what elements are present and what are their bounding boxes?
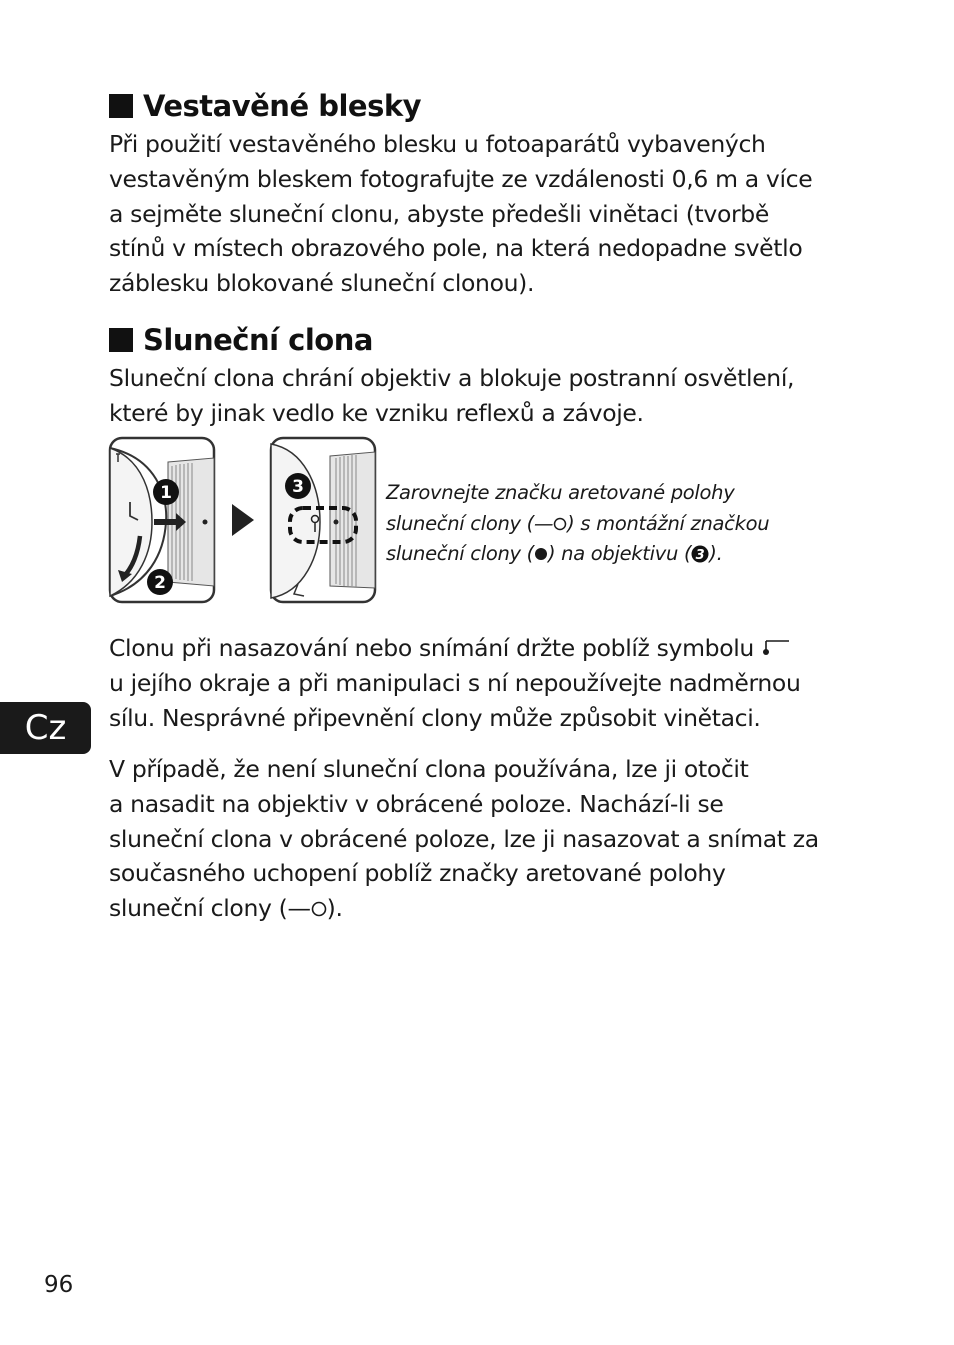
- text-line: sílu. Nesprávné připevnění clony může způsobit vinětaci.: [109, 703, 761, 732]
- caption-text: ) na objektivu (: [547, 542, 692, 565]
- lens-hood-symbol-icon: [758, 636, 790, 658]
- figure-panel-aligned: [271, 438, 375, 602]
- step-number-icon: [691, 545, 709, 563]
- caption-text: sluneční clony (—: [386, 511, 554, 535]
- step-number-icon: [153, 479, 179, 505]
- paragraph-lens-hood: [109, 361, 794, 431]
- text-line: V případě, že není sluneční clona používána, lze ji otočit: [109, 755, 749, 783]
- next-step-arrow-icon: [232, 504, 254, 536]
- caption-text: ).: [709, 542, 723, 565]
- hood-mark-icon: [311, 901, 327, 917]
- text-line: Sluneční clona chrání objektiv a blokuje postranní osvětlení,: [109, 364, 795, 392]
- caption-line: [386, 539, 769, 570]
- step-number-icon: [147, 569, 173, 595]
- text-line: Při použití vestavěného blesku u fotoaparátů vybavených: [109, 130, 766, 158]
- filled-dot-icon: [534, 547, 548, 561]
- language-tab: Cz: [0, 702, 91, 754]
- text-line: stínů v místech obrazového pole, na která nedopadne světlo: [109, 234, 803, 263]
- heading-builtin-flash: [109, 88, 421, 124]
- heading-lens-hood: [109, 322, 373, 358]
- text-line: sluneční clona v obrácené poloze, lze ji nasazovat a snímat za: [109, 824, 819, 853]
- svg-text:3: 3: [292, 477, 304, 497]
- svg-text:1: 1: [160, 483, 172, 503]
- text-fragment: ).: [326, 894, 343, 923]
- text-line: vestavěným bleskem fotografujte ze vzdálenosti 0,6 m a více: [109, 164, 813, 193]
- figure-panel-attach: [110, 438, 214, 602]
- text-line: a sejměte sluneční clonu, abyste předešli vinětaci (tvorbě: [109, 199, 769, 228]
- text-line: [109, 631, 801, 666]
- text-line: současného uchopení poblíž značky aretované polohy: [109, 859, 726, 888]
- figure-caption: [386, 478, 769, 570]
- heading-square-icon: [109, 94, 133, 118]
- heading-square-icon: [109, 328, 133, 352]
- step-number-icon: [285, 473, 311, 499]
- text-line: které by jinak vedlo ke vzniku reflexů a závoje.: [109, 398, 644, 427]
- text-line: u jejího okraje a při manipulaci s ní nepoužívejte nadměrnou: [109, 668, 801, 697]
- caption-line: [386, 509, 769, 540]
- page-number: 96: [44, 1272, 74, 1298]
- paragraph-builtin-flash: [109, 127, 812, 301]
- svg-text:3: 3: [695, 548, 705, 563]
- paragraph-handling: [109, 631, 801, 735]
- caption-line: Zarovnejte značku aretované polohy: [386, 481, 735, 504]
- hood-mark-icon: [553, 517, 567, 531]
- svg-text:2: 2: [154, 573, 166, 593]
- text-line: záblesku blokované sluneční clonou).: [109, 269, 535, 298]
- lens-hood-mounting-illustration: [108, 436, 378, 606]
- text-line: a nasadit na objektiv v obrácené poloze. Nachází-li se: [109, 789, 724, 818]
- paragraph-reversed-hood: [109, 752, 819, 926]
- text-fragment: Clonu při nasazování nebo snímání držte poblíž symbolu: [109, 634, 754, 662]
- heading-lens-hood-text: Sluneční clona: [143, 323, 373, 357]
- heading-builtin-flash-text: Vestavěné blesky: [143, 89, 422, 123]
- text-line: [109, 891, 819, 926]
- caption-text: sluneční clony (: [386, 542, 534, 565]
- text-fragment: sluneční clony (—: [109, 894, 311, 923]
- caption-text: ) s montážní značkou: [567, 511, 770, 535]
